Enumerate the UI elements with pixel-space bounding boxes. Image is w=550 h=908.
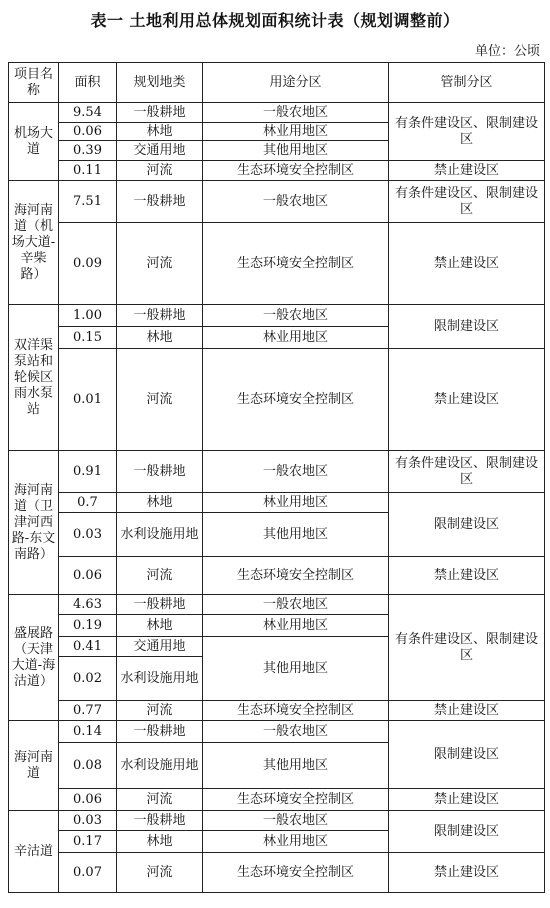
land-type-cell: 林地 [117,831,203,853]
area-cell: 0.02 [59,657,117,701]
land-type-cell: 交通用地 [117,141,203,161]
project-cell: 海河南道（卫津河西路-东文南路） [9,451,59,595]
area-cell: 0.91 [59,451,117,493]
area-cell: 0.39 [59,141,117,161]
table-row [9,595,545,615]
land-type-cell: 林地 [117,493,203,513]
project-cell: 海河南道 [9,721,59,811]
control-cell: 禁止建设区 [389,789,545,811]
land-type-cell: 一般耕地 [117,305,203,327]
land-type-cell: 林地 [117,123,203,141]
table-row [9,181,545,223]
header-usage: 用途分区 [203,63,389,103]
header-control: 管制分区 [389,63,545,103]
usage-cell: 其他用地区 [203,743,389,789]
table-row [9,557,545,595]
land-type-cell: 河流 [117,223,203,305]
land-type-cell: 河流 [117,789,203,811]
land-type-cell: 河流 [117,853,203,893]
control-cell: 限制建设区 [389,305,545,349]
area-cell: 7.51 [59,181,117,223]
project-cell: 机场大道 [9,103,59,181]
land-type-cell: 交通用地 [117,637,203,657]
control-cell: 禁止建设区 [389,557,545,595]
control-cell: 限制建设区 [389,721,545,789]
usage-cell: 一般农地区 [203,103,389,123]
land-type-cell: 水利设施用地 [117,657,203,701]
usage-cell: 一般农地区 [203,305,389,327]
usage-cell: 一般农地区 [203,181,389,223]
control-cell: 禁止建设区 [389,349,545,451]
land-type-cell: 河流 [117,349,203,451]
area-cell: 1.00 [59,305,117,327]
area-cell: 4.63 [59,595,117,615]
page-title: 表一 土地利用总体规划面积统计表（规划调整前） [90,11,460,30]
land-type-cell: 一般耕地 [117,103,203,123]
area-cell: 0.07 [59,853,117,893]
area-cell: 0.03 [59,513,117,557]
project-cell: 双洋渠泵站和轮候区雨水泵站 [9,305,59,451]
usage-cell: 生态环境安全控制区 [203,349,389,451]
table-row [9,701,545,721]
header-project: 项目名称 [9,63,59,103]
table-row [9,721,545,743]
land-type-cell: 河流 [117,557,203,595]
table-row [9,349,545,451]
area-cell: 0.11 [59,161,117,181]
project-cell: 辛沽道 [9,811,59,893]
area-cell: 9.54 [59,103,117,123]
area-cell: 0.7 [59,493,117,513]
control-cell: 禁止建设区 [389,853,545,893]
land-type-cell: 水利设施用地 [117,513,203,557]
project-cell: 海河南道（机场大道-辛柴路） [9,181,59,305]
project-cell: 盛展路（天津大道-海沽道） [9,595,59,721]
table-row [9,853,545,893]
land-type-cell: 河流 [117,161,203,181]
land-type-cell: 一般耕地 [117,451,203,493]
table-row [9,103,545,123]
table-row [9,223,545,305]
unit-label: 单位：公顷 [474,44,540,59]
land-type-cell: 一般耕地 [117,721,203,743]
area-cell: 0.15 [59,327,117,349]
land-type-cell: 水利设施用地 [117,743,203,789]
table-header-row [9,63,545,103]
usage-cell: 其他用地区 [203,141,389,161]
area-cell: 0.19 [59,615,117,637]
area-cell: 0.09 [59,223,117,305]
area-cell: 0.14 [59,721,117,743]
usage-cell: 一般农地区 [203,595,389,615]
area-cell: 0.06 [59,557,117,595]
usage-cell: 生态环境安全控制区 [203,557,389,595]
land-type-cell: 一般耕地 [117,181,203,223]
land-use-table [8,62,545,893]
land-type-cell: 林地 [117,615,203,637]
control-cell: 禁止建设区 [389,701,545,721]
control-cell: 有条件建设区、限制建设区 [389,181,545,223]
land-type-cell: 河流 [117,701,203,721]
usage-cell: 其他用地区 [203,513,389,557]
land-type-cell: 林地 [117,327,203,349]
usage-cell: 生态环境安全控制区 [203,223,389,305]
area-cell: 0.08 [59,743,117,789]
usage-cell: 林业用地区 [203,327,389,349]
control-cell: 有条件建设区、限制建设区 [389,103,545,161]
control-cell: 禁止建设区 [389,223,545,305]
table-row [9,161,545,181]
area-cell: 0.17 [59,831,117,853]
usage-cell: 生态环境安全控制区 [203,701,389,721]
table-row [9,493,545,513]
usage-cell: 林业用地区 [203,831,389,853]
control-cell: 限制建设区 [389,493,545,557]
area-cell: 0.41 [59,637,117,657]
table-row [9,811,545,831]
area-cell: 0.03 [59,811,117,831]
header-area: 面积 [59,63,117,103]
control-cell: 限制建设区 [389,811,545,853]
table-row [9,451,545,493]
usage-cell: 一般农地区 [203,721,389,743]
area-cell: 0.01 [59,349,117,451]
control-cell: 禁止建设区 [389,161,545,181]
area-cell: 0.77 [59,701,117,721]
usage-cell: 其他用地区 [203,637,389,701]
usage-cell: 一般农地区 [203,451,389,493]
area-cell: 0.06 [59,789,117,811]
header-land-type: 规划地类 [117,63,203,103]
usage-cell: 林业用地区 [203,493,389,513]
land-type-cell: 一般耕地 [117,811,203,831]
table-row [9,789,545,811]
usage-cell: 生态环境安全控制区 [203,161,389,181]
usage-cell: 林业用地区 [203,123,389,141]
control-cell: 有条件建设区、限制建设区 [389,595,545,701]
area-cell: 0.06 [59,123,117,141]
usage-cell: 生态环境安全控制区 [203,853,389,893]
land-type-cell: 一般耕地 [117,595,203,615]
usage-cell: 林业用地区 [203,615,389,637]
usage-cell: 一般农地区 [203,811,389,831]
table-row [9,305,545,327]
control-cell: 有条件建设区、限制建设区 [389,451,545,493]
usage-cell: 生态环境安全控制区 [203,789,389,811]
